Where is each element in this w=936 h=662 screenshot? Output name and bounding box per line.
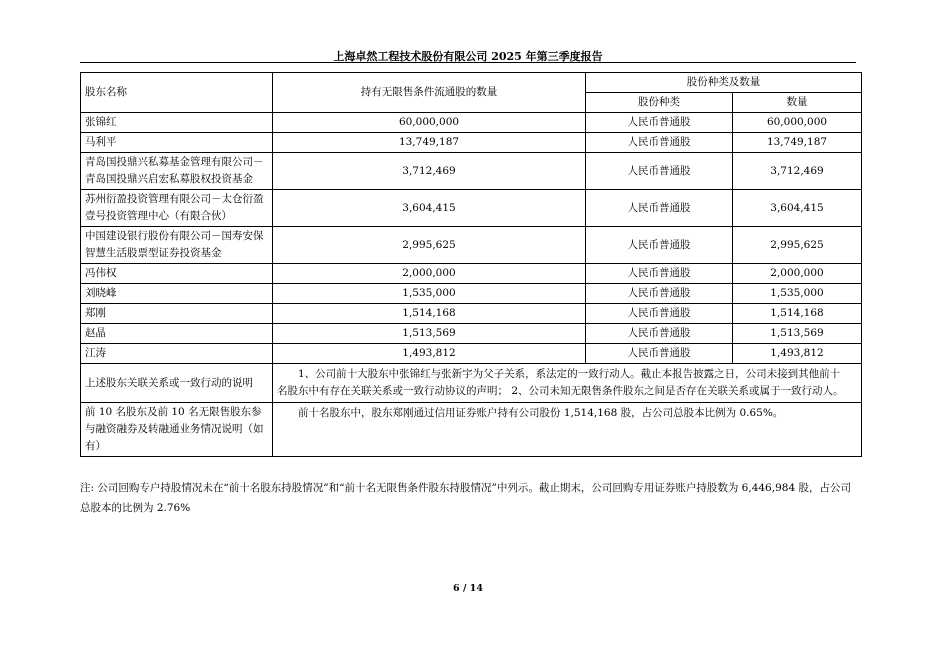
- footnote: 注: 公司回购专户持股情况未在“前十名股东持股情况”和“前十名无限售条件股东持股情况”中列示。截止期末，公司回购专用证券账户持股数为 6,446,984 股，占公司总股本的比例为 2.76%: [80, 482, 851, 514]
- share-amount-cell: 13,749,187: [733, 133, 862, 153]
- col-header-share-amount: 数量: [733, 93, 862, 113]
- shareholder-name-cell: 郑刚: [81, 304, 273, 324]
- quantity-cell: 3,604,415: [273, 190, 586, 227]
- col-header-share-group: 股份种类及数量: [586, 73, 862, 93]
- col-header-shareholder: 股东名称: [81, 73, 273, 113]
- share-amount-cell: 3,712,469: [733, 153, 862, 190]
- table-header-row: [81, 73, 862, 93]
- table-row: [81, 227, 862, 264]
- shareholder-name-cell: 张锦红: [81, 113, 273, 133]
- share-type-cell: 人民币普通股: [586, 190, 733, 227]
- share-type-cell: 人民币普通股: [586, 113, 733, 133]
- shareholder-name-cell: 江涛: [81, 344, 273, 364]
- col-header-share-type: 股份种类: [586, 93, 733, 113]
- share-type-cell: 人民币普通股: [586, 133, 733, 153]
- share-amount-cell: 60,000,000: [733, 113, 862, 133]
- table-row: [81, 113, 862, 133]
- share-type-cell: 人民币普通股: [586, 284, 733, 304]
- quantity-cell: 1,493,812: [273, 344, 586, 364]
- report-title: 上海卓然工程技术股份有限公司 2025 年第三季度报告: [333, 50, 603, 63]
- share-type-cell: 人民币普通股: [586, 227, 733, 264]
- table-row: [81, 190, 862, 227]
- share-type-cell: 人民币普通股: [586, 324, 733, 344]
- margin-trading-row: [81, 403, 862, 457]
- shareholder-name-cell: 苏州衍盈投资管理有限公司－太仓衍盈壹号投资管理中心（有限合伙）: [81, 190, 273, 227]
- header-divider: [80, 62, 856, 63]
- quantity-cell: 1,513,569: [273, 324, 586, 344]
- table-row: [81, 264, 862, 284]
- share-amount-cell: 2,000,000: [733, 264, 862, 284]
- relation-label: 上述股东关联关系或一致行动的说明: [81, 364, 273, 403]
- margin-trading-label: 前 10 名股东及前 10 名无限售股东参与融资融券及转融通业务情况说明（如有）: [81, 403, 273, 457]
- share-type-cell: 人民币普通股: [586, 344, 733, 364]
- table-row: [81, 344, 862, 364]
- table-row: [81, 324, 862, 344]
- share-type-cell: 人民币普通股: [586, 153, 733, 190]
- shareholder-table: [80, 72, 862, 457]
- quantity-cell: 1,535,000: [273, 284, 586, 304]
- share-amount-cell: 1,493,812: [733, 344, 862, 364]
- shareholder-name-cell: 冯伟权: [81, 264, 273, 284]
- quantity-cell: 13,749,187: [273, 133, 586, 153]
- shareholder-name-cell: 中国建设银行股份有限公司－国寿安保智慧生活股票型证券投资基金: [81, 227, 273, 264]
- table-row: [81, 304, 862, 324]
- table-row: [81, 133, 862, 153]
- share-amount-cell: 2,995,625: [733, 227, 862, 264]
- col-header-quantity: 持有无限售条件流通股的数量: [273, 73, 586, 113]
- relation-row: [81, 364, 862, 403]
- margin-trading-text: 前十名股东中，股东郑刚通过信用证券账户持有公司股份 1,514,168 股，占公司总股本比例为 0.65%。: [273, 403, 862, 457]
- shareholder-name-cell: 青岛国投鼎兴私募基金管理有限公司－青岛国投鼎兴启宏私募股权投资基金: [81, 153, 273, 190]
- share-type-cell: 人民币普通股: [586, 304, 733, 324]
- table-row: [81, 153, 862, 190]
- quantity-cell: 1,514,168: [273, 304, 586, 324]
- share-type-cell: 人民币普通股: [586, 264, 733, 284]
- shareholder-name-cell: 赵晶: [81, 324, 273, 344]
- shareholder-name-cell: 马利平: [81, 133, 273, 153]
- relation-text: 1、公司前十大股东中张锦红与张新宇为父子关系，系法定的一致行动人。截止本报告披露之日，公司未接到其他前十名股东中有存在关联关系或一致行动协议的声明； 2、公司未知无限售条件股东之间是否存在关联关系或属于一致行动人。: [273, 364, 862, 403]
- share-amount-cell: 1,535,000: [733, 284, 862, 304]
- quantity-cell: 60,000,000: [273, 113, 586, 133]
- share-amount-cell: 3,604,415: [733, 190, 862, 227]
- shareholder-name-cell: 刘晓峰: [81, 284, 273, 304]
- quantity-cell: 2,000,000: [273, 264, 586, 284]
- share-amount-cell: 1,513,569: [733, 324, 862, 344]
- page-number: 6 / 14: [453, 583, 483, 594]
- quantity-cell: 2,995,625: [273, 227, 586, 264]
- share-amount-cell: 1,514,168: [733, 304, 862, 324]
- table-row: [81, 284, 862, 304]
- quantity-cell: 3,712,469: [273, 153, 586, 190]
